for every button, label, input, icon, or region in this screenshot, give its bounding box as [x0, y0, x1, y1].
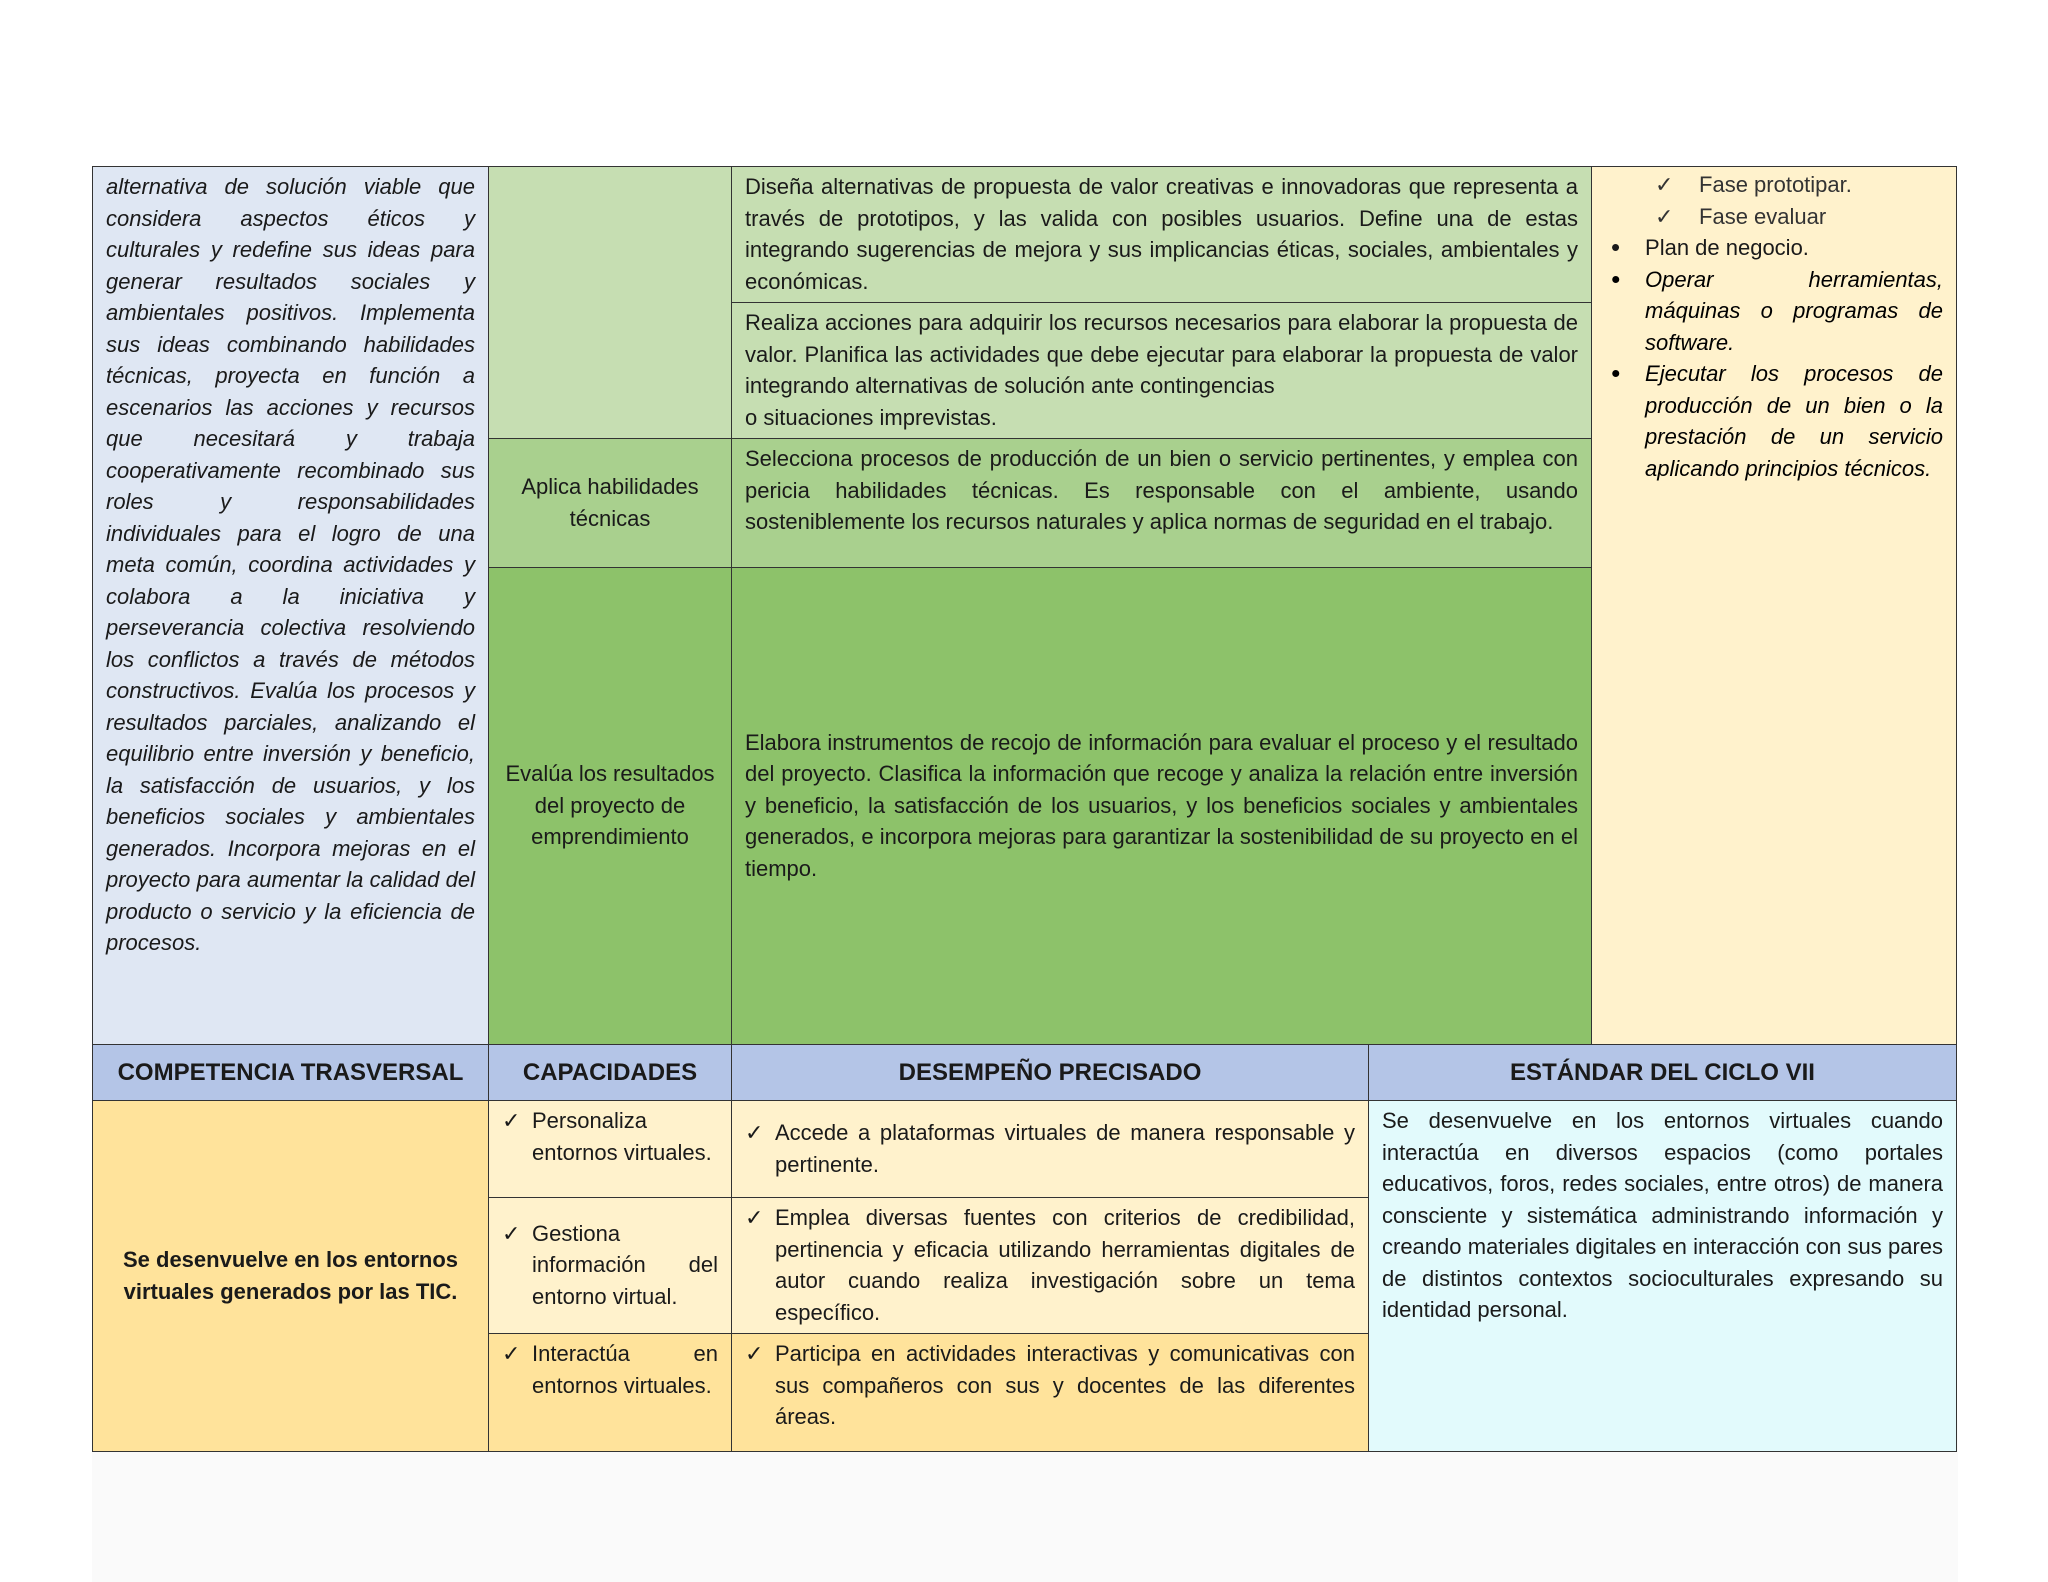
capacidad-gestiona-cell — [489, 1198, 732, 1334]
bullet-plan-negocio: • Plan de negocio. — [1605, 232, 1943, 264]
capacidad-evalua-resultados: Evalúa los resultados del proyecto de emprendimiento — [489, 568, 732, 1045]
desempeno-emplea-cell — [732, 1198, 1369, 1334]
desempeno-disena-cell — [732, 167, 1592, 303]
check-icon: ✓ — [502, 1341, 521, 1366]
desempeno-disena-text: Diseña alternativas de propuesta de valor creativas e innovadoras que representa a través de prototipos, y las valida con posibles usuarios. Define una de estas integrando sugerencias de mejora y sus implicancias éticas, sociales, ambientales y económicas. — [745, 174, 1579, 294]
estandar-ciclo-vii-cell — [1369, 1101, 1957, 1452]
curriculum-table — [92, 166, 1957, 1452]
header-estandar: ESTÁNDAR DEL CICLO VII — [1369, 1045, 1957, 1101]
header-desempeno: DESEMPEÑO PRECISADO — [732, 1045, 1369, 1101]
capacidad-empty-cell — [489, 167, 732, 439]
desempeno-realiza-text: Realiza acciones para adquirir los recursos necesarios para elaborar la propuesta de valor. Planifica las actividades que debe ejecutar para elaborar la propuesta de valor integrando alternativas de solución ante contingencias — [745, 310, 1579, 398]
desempeno-selecciona-text: Selecciona procesos de producción de un bien o servicio pertinentes, y emplea con pericia habilidades técnicas. Es responsable con el ambiente, usando sosteniblemente los recursos naturales y aplica normas de seguridad en el trabajo. — [745, 446, 1579, 534]
header-capacidades: CAPACIDADES — [489, 1045, 732, 1101]
capacidad-personaliza-cell — [489, 1101, 732, 1198]
capacidad-gestiona-text: Gestiona información del entorno virtual. — [532, 1220, 718, 1309]
check-icon: ✓ — [502, 1220, 521, 1246]
bullet-operar-herramientas: • Operar herramientas, máquinas o programas de software. — [1605, 264, 1943, 359]
desempeno-participa-text: Participa en actividades interactivas y comunicativas con sus compañeros con sus y docentes de las diferentes áreas. — [775, 1341, 1355, 1429]
competencia-transversal-text: Se desenvuelve en los entornos virtuales generados por las TIC. — [122, 1247, 458, 1304]
desempeno-realiza-text-cont: o situaciones imprevistas. — [745, 404, 997, 430]
check-icon: ✓ — [745, 1205, 764, 1230]
capacidad-interactua-cell — [489, 1334, 732, 1452]
desempeno-accede-cell — [732, 1101, 1369, 1198]
desempeno-elabora-text: Elabora instrumentos de recojo de información para evaluar el proceso y el resultado del proyecto. Clasifica la información que recoge y analiza la relación entre inversión y beneficio, la satisfacción de los usuarios, y los beneficios sociales y ambientales generados, e incorpora mejoras para garantizar la sostenibilidad de su proyecto en el tiempo. — [745, 729, 1579, 881]
desempeno-accede-text: Accede a plataformas virtuales de manera responsable y pertinente. — [775, 1120, 1355, 1177]
estandar-ciclo-vii-text: Se desenvuelve en los entornos virtuales cuando interactúa en diversos espacios (como portales educativos, foros, redes sociales, entre otros) de manera consciente y sistemática administrando información y creando materiales digitales en interacción con sus pares de distintos contextos socioculturales expresando su identidad personal. — [1382, 1108, 1944, 1322]
fase-evaluar-item: ✓ Fase evaluar — [1655, 201, 1943, 233]
desempeno-emplea-text: Emplea diversas fuentes con criterios de credibilidad, pertinencia y eficacia utilizando herramientas digitales de autor cuando realiza investigación sobre un tema específico. — [775, 1205, 1355, 1325]
bullet-ejecutar-procesos: • Ejecutar los procesos de producción de un bien o la prestación de un servicio aplicando principios técnicos. — [1605, 358, 1943, 484]
desempeno-participa-cell — [732, 1334, 1369, 1452]
capacidad-personaliza-text: Personaliza entornos virtuales. — [532, 1108, 712, 1165]
competencia-descripcion-cell — [93, 167, 489, 1045]
desempeno-realiza-cell — [732, 303, 1592, 439]
check-icon: ✓ — [745, 1341, 764, 1366]
check-icon: ✓ — [745, 1120, 764, 1145]
desempeno-selecciona-cell — [732, 439, 1592, 568]
capacidad-aplica-habilidades: Aplica habilidades técnicas — [489, 439, 732, 568]
fase-prototipar-item: ✓ Fase prototipar. — [1655, 169, 1943, 201]
competencia-transversal-cell — [93, 1101, 489, 1452]
check-icon: ✓ — [502, 1108, 521, 1133]
actividades-cell — [1592, 167, 1957, 1045]
capacidad-interactua-text: Interactúa en entornos virtuales. — [532, 1341, 718, 1398]
fase-checklist — [1605, 169, 1943, 232]
header-competencia: COMPETENCIA TRASVERSAL — [93, 1045, 489, 1101]
actividades-bullets — [1605, 232, 1943, 484]
desempeno-elabora-cell — [732, 568, 1592, 1045]
competencia-descripcion-text: alternativa de solución viable que considera aspectos éticos y culturales y redefine sus ideas para generar resultados sociales y ambientales positivos. Implementa sus ideas combinando habilidades técnicas, proyecta en función a escenarios las acciones y recursos que necesitará y trabaja cooperativamente recombinado sus roles y responsabilidades individuales para el logro de una meta común, coordina actividades y colabora a la iniciativa y perseverancia colectiva resolviendo los conflictos a través de métodos constructivos. Evalúa los procesos y resultados parciales, analizando el equilibrio entre inversión y beneficio, la satisfacción de usuarios, y los beneficios sociales y ambientales generados. Incorpora mejoras en el proyecto para aumentar la calidad del producto o servicio y la eficiencia de procesos. — [106, 174, 475, 955]
